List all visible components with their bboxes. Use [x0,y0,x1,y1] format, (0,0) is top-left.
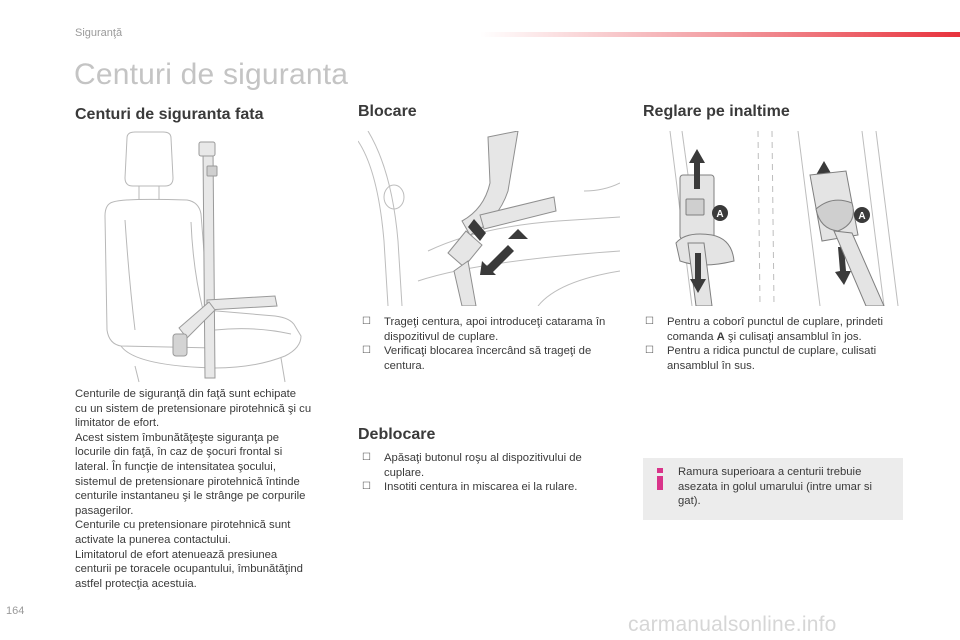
info-text: Ramura superioara a centurii trebuie asezata in golul umarului (intre umar si gat). [678,466,873,508]
locking-illustration [358,131,620,306]
list-item: ☐ Verificaţi blocarea încercând să trageţi de centura. [362,345,592,372]
checkbox-bullet-icon: ☐ [362,481,371,493]
heading-unlocking: Deblocare [358,426,436,443]
front-belts-line: cu un sistem de pretensionare pirotehnică şi cu [75,402,312,415]
info-callout [643,458,903,520]
front-belts-line: centurile instantaneu şi le strânge pe corpurile [75,490,306,503]
list-item: ☐ Insotiti centura in miscarea ei la rulare. [362,481,578,494]
front-belts-description [75,387,340,591]
front-belts-line: Centurile de siguranţă din faţă sunt echipate [75,388,297,400]
list-item: ☐ Pentru a coborî punctul de cuplare, prindeti comanda A şi culisaţi ansamblul în jos. [645,316,884,343]
front-belts-line: activate la punerea contactului. [75,533,231,546]
front-belts-line: limitator de efort. [75,417,160,430]
unlocking-instructions [360,451,622,495]
front-belts-line: Limitatorul de efort atenuează presiunea [75,548,278,561]
heading-front-belts: Centuri de siguranta fata [75,106,264,123]
page-title: Centuri de siguranta [74,58,349,91]
checkbox-bullet-icon: ☐ [362,316,371,327]
checkbox-bullet-icon: ☐ [645,345,654,357]
heading-height-adjustment: Reglare pe inaltime [643,103,790,120]
front-belts-line: sistemul de pretensionare pirotehnică întinde [75,475,300,488]
info-icon [655,468,665,490]
seat-belt-illustration [95,130,330,385]
front-belts-line: centurii pe toracele ocupantului, îmbunătăţind [75,563,303,576]
front-belts-line: pasagerilor. [75,504,134,517]
height-adjust-instructions [643,315,905,373]
section-header: Siguranţă [75,27,123,39]
height-adjust-illustration [662,131,904,306]
control-a-label: A [858,211,866,222]
list-item: ☐ Pentru a ridica punctul de cuplare, culisati ansamblul în sus. [645,345,877,372]
front-belts-line: Centurile cu pretensionare pirotehnică sunt [75,519,291,532]
list-item: ☐ Apăsaţi butonul roşu al dispozitivului de cuplare. [362,452,582,479]
checkbox-bullet-icon: ☐ [362,345,371,357]
heading-locking: Blocare [358,103,417,120]
checkbox-bullet-icon: ☐ [362,452,371,463]
watermark: carmanualsonline.info [628,613,837,636]
list-item: ☐ Trageţi centura, apoi introduceţi catarama în dispozitivul de cuplare. [362,316,606,343]
control-a-label: A [716,209,724,220]
front-belts-line: lateral. În funcţie de intensitatea şocului, [75,460,276,473]
front-belts-line: locurile din faţă, în caz de şocuri frontal si [75,446,283,459]
front-belts-line: astfel protecţia acestuia. [75,577,197,590]
page-number: 164 [6,605,25,617]
front-belts-line: Acest sistem îmbunătăţeşte siguranţa pe [75,431,280,444]
header-accent-bar [480,32,960,37]
checkbox-bullet-icon: ☐ [645,316,654,327]
locking-instructions [360,315,622,373]
